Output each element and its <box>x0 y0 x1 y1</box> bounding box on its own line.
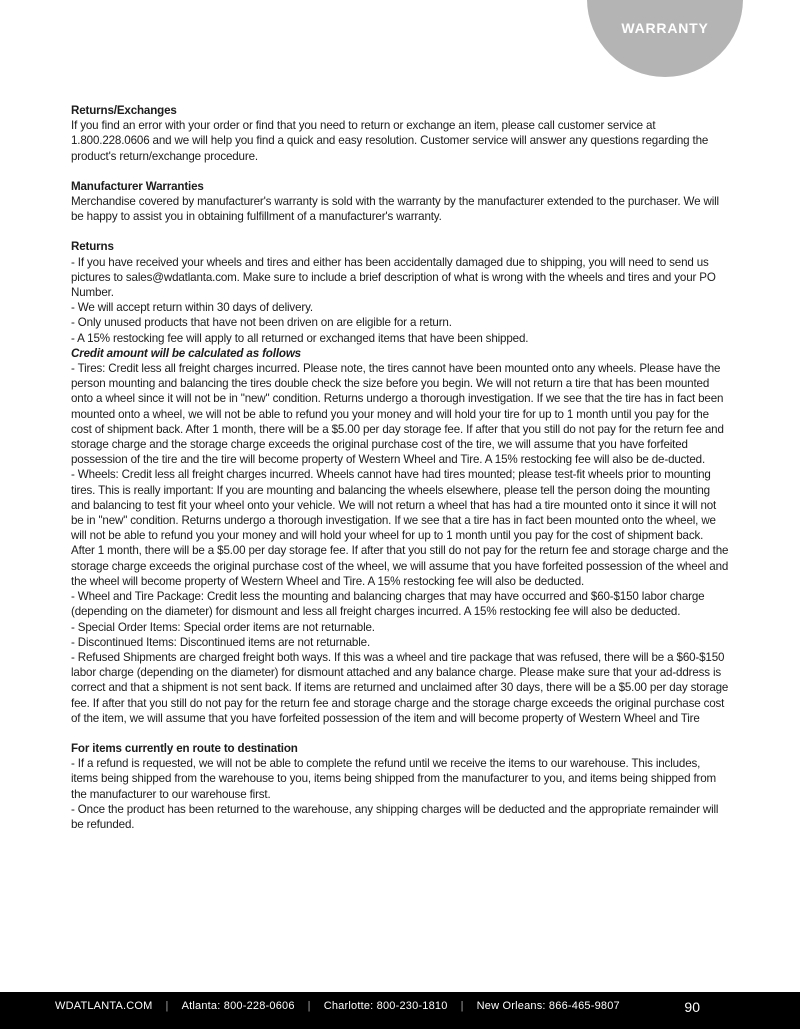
policy-item: - If you have received your wheels and tires and either has been accidentally damaged due to shipping, you will need to send us pictures to sales@wdatlanta.com. Make sure to include a brief description of what is wrong with the wheels and tires and your PO Number. <box>71 255 716 300</box>
section-en-route <box>71 741 729 832</box>
document-body <box>71 103 729 832</box>
policy-item: - We will accept return within 30 days of delivery. <box>71 301 313 315</box>
section-heading: Returns/Exchanges <box>71 104 177 117</box>
footer-separator: | <box>460 1000 464 1012</box>
policy-item: - If a refund is requested, we will not be able to complete the refund until we receive the items to our warehouse. This includes, items being shipped from the warehouse to you, items being shipped from the manufacturer to you, and items being shipped from the manufacturer to our warehouse first. <box>71 757 717 801</box>
section-manufacturer-warranties <box>71 179 729 225</box>
warranty-tab-label: WARRANTY <box>621 20 709 36</box>
policy-item: - Tires: Credit less all freight charges incurred. Please note, the tires cannot have been mounted onto any wheels. Please have the person mounting and balancing the tires double check the size before you begin. We will not return a tire that has been mounted onto a wheel since it will not be in "new" condition. Returns undergo a thorough investigation. If we see that the tire has in fact been mounted onto a wheel, we will not be able to refund you your money and will hold your tire for up to 1 month until you pay for the cost of shipment back. After 1 month, there will be a $5.00 per day storage fee. If after that you still do not pay for the return fee and storage charge and the storage charge exceeds the original purchase cost of the tire, we will assume that you have forfeited possession of the tire and the tire will become property of Western Wheel and Tire. A 15% restocking fee will also be de-ducted. <box>71 362 724 467</box>
section-returns-exchanges <box>71 103 729 164</box>
policy-item: - Discontinued Items: Discontinued items are not returnable. <box>71 635 371 649</box>
section-paragraph: If you find an error with your order or find that you need to return or exchange an item, please call customer service at 1.800.228.0606 and we will help you find a quick and easy resolution. Customer service will answer any questions regarding the product's return/exchange procedure. <box>71 119 709 163</box>
section-paragraph: Merchandise covered by manufacturer's warranty is sold with the warranty by the manufacturer extended to the purchaser. We will be happy to assist you in obtaining fulfillment of a manufacturer's warranty. <box>71 195 719 224</box>
footer-contact-atlanta: Atlanta: 800-228-0606 <box>181 1000 295 1012</box>
footer-bar <box>0 992 800 1029</box>
section-heading: Returns <box>71 240 114 254</box>
footer-contact-charlotte: Charlotte: 800-230-1810 <box>323 1000 448 1012</box>
credit-subheading: Credit amount will be calculated as follows <box>71 346 301 360</box>
footer-contacts-row <box>55 1000 620 1012</box>
policy-item: - Once the product has been returned to the warehouse, any shipping charges will be deducted and the appropriate remainder will be refunded. <box>71 802 719 831</box>
section-returns <box>71 239 729 726</box>
policy-item: - Special Order Items: Special order items are not returnable. <box>71 620 375 634</box>
footer-contact-new-orleans: New Orleans: 866-465-9807 <box>476 1000 620 1012</box>
policy-item: - A 15% restocking fee will apply to all returned or exchanged items that have been shipped. <box>71 331 529 345</box>
section-heading: Manufacturer Warranties <box>71 179 204 193</box>
policy-item: - Refused Shipments are charged freight both ways. If this was a wheel and tire package that was refused, there will be a $60-$150 labor charge (depending on the diameter) for dismount attached and any balance charge. Please make sure that your ad-ddress is correct and that a shipment is not sent back. If items are returned and unclaimed after 30 days, there will be a $5.00 per day storage fee. If after that you still do not pay for the return fee and storage charge and the storage charge exceeds the original purchase cost of the item, we will assume that you have forfeited possession of the item and will become property of Western Wheel and Tire <box>71 650 729 725</box>
footer-separator: | <box>165 1000 169 1012</box>
footer-site-label: WDATLANTA.COM <box>55 1000 153 1012</box>
warranty-tab-circle <box>587 0 743 77</box>
section-heading: For items currently en route to destination <box>71 741 298 755</box>
policy-item: - Wheel and Tire Package: Credit less the mounting and balancing charges that may have occurred and $60-$150 labor charge (depending on the diameter) for dismount and less all freight charges incurred. A 15% restocking fee will also be deducted. <box>71 590 705 619</box>
policy-item: - Wheels: Credit less all freight charges incurred. Wheels cannot have had tires mounted; please test-fit wheels prior to mounting tires. This is really important: If you are mounting and balancing the wheels elsewhere, please tell the person doing the mounting and balancing to test fit your wheel onto your vehicle. We will not return a wheel that has had a tire mounted onto it since it will not be in "new" condition. Returns undergo a thorough investigation. If we see that a tire has in fact been mounted onto the wheel, we will not be able to refund you your money and will hold your wheel for up to 1 month until you pay for the cost of shipment back. After 1 month, there will be a $5.00 per day storage fee. If after that you still do not pay for the return fee and storage charge and the storage charge exceeds the original purchase cost of the wheel, we will assume that you have forfeited possession of the wheel and the wheel will become property of Western Wheel and Tire. A 15% restocking fee will also be deducted. <box>71 468 729 588</box>
footer-separator: | <box>307 1000 311 1012</box>
policy-item: - Only unused products that have not been driven on are eligible for a return. <box>71 316 452 330</box>
page-number: 90 <box>684 999 700 1015</box>
